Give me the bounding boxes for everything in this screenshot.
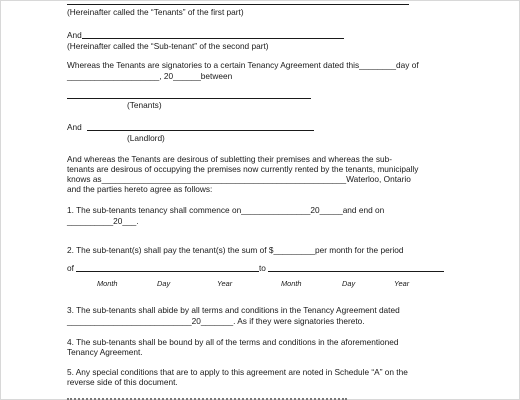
clause-1-line-1: 1. The sub-tenants tenancy shall commence on_______________20_____and end on (67, 205, 385, 215)
clause-5-line-2: reverse side of this document. (67, 377, 178, 387)
day-label-start: Day (157, 279, 171, 288)
whereas-p2-line-1: And whereas the Tenants are desirous of subletting their premises and whereas the sub- (67, 154, 392, 164)
month-label-start: Month (97, 279, 118, 288)
clause-3-line-2: ___________________________20_______. As if they were signatories thereto. (67, 316, 365, 326)
clause-4-line-1: 4. The sub-tenants shall be bound by all of the terms and conditions in the aforementioned (67, 337, 399, 347)
landlord-name-line (87, 130, 314, 131)
whereas-p2-line-2: tenants are desirous of occupying the premises now currently rented by the tenants, municipally (67, 164, 419, 174)
and-label-1: And (67, 30, 82, 40)
year-label-end: Year (394, 279, 410, 288)
clause-2-line-1: 2. The sub-tenant(s) shall pay the tenant(s) the sum of $_________per month for the period (67, 245, 404, 255)
clause-1-line-2: __________20___. (67, 216, 139, 226)
whereas-clause-line-1: Whereas the Tenants are signatories to a certain Tenancy Agreement dated this________day of (67, 60, 419, 70)
clause-4-line-2: Tenancy Agreement. (67, 347, 143, 357)
tenants-first-part-caption: (Hereinafter called the “Tenants” of the first part) (67, 7, 244, 17)
clause-2-to-label: to (259, 263, 266, 273)
top-signature-line (67, 4, 409, 5)
tenants-label: (Tenants) (127, 100, 162, 110)
year-label-start: Year (217, 279, 233, 288)
period-end-line (268, 271, 444, 272)
whereas-p2-line-4: and the parties hereto agree as follows: (67, 184, 213, 194)
day-label-end: Day (342, 279, 356, 288)
and-label-2: And (67, 122, 82, 132)
clause-5-line-1: 5. Any special conditions that are to apply to this agreement are noted in Schedule “A” on the (67, 367, 408, 377)
subtenant-name-line (82, 38, 344, 39)
tenants-name-line (67, 98, 311, 99)
whereas-p2-line-3: knows as_____________________________________________________Waterloo, Ontario (67, 174, 411, 184)
subtenant-second-part-caption: (Hereinafter called the “Sub-tenant” of the second part) (67, 41, 269, 51)
clause-3-line-1: 3. The sub-tenants shall abide by all terms and conditions in the Tenancy Agreement dated (67, 305, 400, 315)
period-start-line (76, 271, 259, 272)
whereas-clause-line-2: ____________________, 20______between (67, 71, 233, 81)
landlord-label: (Landlord) (127, 133, 165, 143)
month-label-end: Month (281, 279, 302, 288)
clause-2-of-label: of (67, 263, 74, 273)
